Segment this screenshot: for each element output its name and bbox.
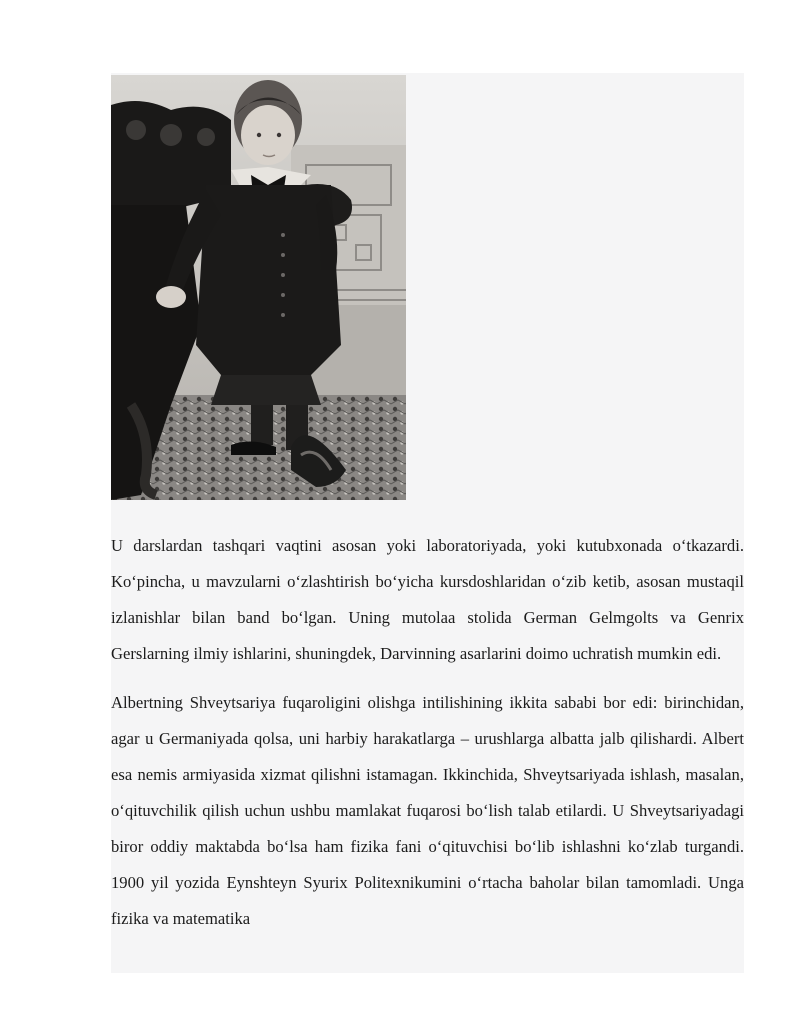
historical-photo	[111, 75, 406, 500]
paragraph: U darslardan tashqari vaqtini asosan yoki laboratoriyada, yoki kutubxonada o‘tkazardi. Ko‘pincha, u mavzularni o‘zlashtirish bo‘yicha kursdoshlaridan o‘zib ketib, asosan mustaqil izlanishlar bilan band bo‘lgan. Uning mutolaa stolida German Gelmgolts va Genrix Gerslarning ilmiy ishlarini, shuningdek, Darvinning asarlarini doimo uchratish mumkin edi.	[111, 536, 744, 663]
body-text	[111, 528, 744, 950]
paragraph: Albertning Shveytsariya fuqaroligini olishga intilishining ikkita sababi bor edi: birinchidan, agar u Germaniyada qolsa, uni harbiy harakatlarga – urushlarga albatta jalb qilishardi. Albert esa nemis armiyasida xizmat qilishni istamagan. Ikkinchida, Shveytsariyada ishlash, masalan, o‘qituvchilik qilish uchun ushbu mamlakat fuqarosi bo‘lish talab etilardi. U Shveytsariyadagi biror oddiy maktabda bo‘lsa ham fizika fani o‘qituvchisi bo‘lib ishlashni ko‘zlab turgandi. 1900 yil yozida Eynshteyn Syurix Politexnikumini o‘rtacha baholar bilan tamomladi. Unga fizika va matematika	[111, 693, 744, 928]
